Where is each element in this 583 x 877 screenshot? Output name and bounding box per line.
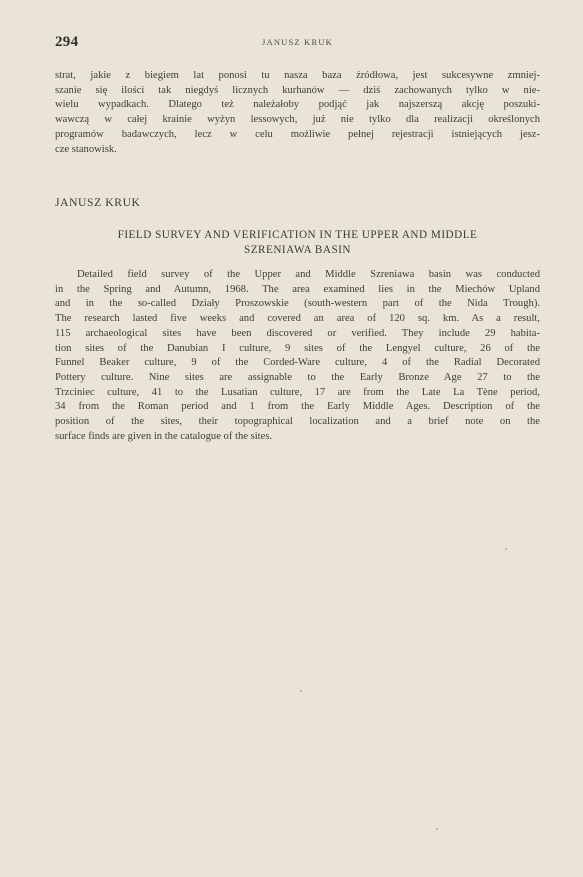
abstract-line: 34 from the Roman period and 1 from the Early Middle Ages. Description of the [55,401,540,413]
abstract-line: The research lasted five weeks and covered an area of 120 sq. km. As a result, [55,313,540,325]
polish-paragraph [55,69,540,157]
english-abstract [55,268,540,444]
abstract-line: Detailed field survey of the Upper and Middle Szreniawa basin was conducted [77,269,540,280]
paragraph-line: wielu wypadkach. Dlatego też należałoby podjąć jak najszerszą akcję poszuki- [55,99,540,111]
abstract-line: surface finds are given in the catalogue of the sites. [55,430,273,442]
paper-speck [505,548,507,550]
abstract-line: and in the so-called Działy Proszowskie (south-western part of the Nida Trough). [55,298,540,310]
abstract-line: 115 archaeological sites have been discovered or verified. They include 29 habita- [55,327,540,339]
abstract-line: position of the sites, their topographical localization and a brief note on the [55,416,540,428]
paragraph-line: wawczą w całej krainie wyżyn lessowych, już nie tylko dla realizacji określonych [55,114,540,126]
article-author: JANUSZ KRUK [55,196,141,209]
paper-speck [300,690,302,692]
paragraph-line: programów badawczych, lecz w celu możliwie pełnej rejestracji istniejących jesz- [55,128,540,140]
abstract-line: Trzciniec culture, 41 to the Lusatian culture, 17 are from the Late La Tène period, [55,386,540,398]
abstract-line: in the Spring and Autumn, 1968. The area examined lies in the Miechów Upland [55,283,540,295]
paragraph-line: szanie się ilości tak niegdyś licznych kurhanów — dziś zachowanych tylko w nie- [55,84,540,96]
title-line: SZRENIAWA BASIN [244,243,351,256]
article-title [55,228,540,257]
abstract-line: Funnel Beaker culture, 9 of the Corded-Ware culture, 4 of the Radial Decorated [55,357,540,369]
paragraph-line: strat, jakie z biegiem lat ponosi tu nasza baza źródłowa, jest sukcesywne zmniej- [55,70,540,81]
running-head [55,34,540,54]
paragraph-line: cze stanowisk. [55,143,117,155]
running-head-author: JANUSZ KRUK [261,37,334,47]
abstract-line: Pottery culture. Nine sites are assignable to the Early Bronze Age 27 to the [55,371,540,383]
page-number: 294 [55,34,79,50]
abstract-line: tion sites of the Danubian I culture, 9 sites of the Lengyel culture, 26 of the [55,342,540,354]
paper-speck [436,828,438,830]
title-line: FIELD SURVEY AND VERIFICATION IN THE UPPER AND MIDDLE [117,229,478,241]
